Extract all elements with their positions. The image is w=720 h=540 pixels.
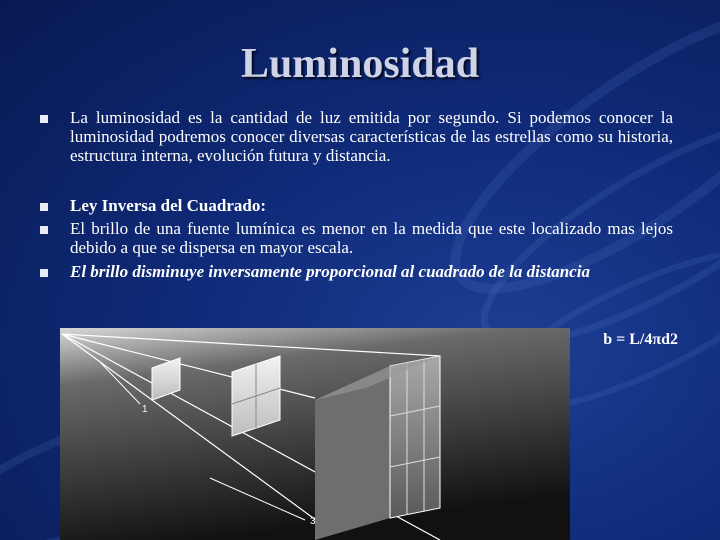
formula-brightness: b = L/4πd2 (603, 331, 678, 348)
paragraph-inverse-square-heading: Ley Inversa del Cuadrado: (70, 196, 266, 215)
paragraph-luminosity-definition: La luminosidad es la cantidad de luz emitida por segundo. Si podemos conocer la luminosidad podremos conocer diversas características de las estrellas como su historia, estructura interna, evolución futura y distancia. (70, 108, 673, 165)
distance-label-3: 3 (310, 516, 316, 527)
paragraph-brightness-explanation: El brillo de una fuente lumínica es menor en la medida que este localizado mas lejos debido a que se dispersa en mayor escala. (70, 219, 673, 257)
bullet-marker (40, 223, 52, 235)
distance-label-1: 1 (142, 404, 148, 415)
inverse-square-illustration (60, 328, 570, 540)
slide-title: Luminosidad (240, 41, 480, 87)
inverse-square-diagram (60, 328, 570, 540)
bullet-marker (40, 200, 52, 212)
bullet-marker (40, 266, 52, 278)
paragraph-inverse-square-law: El brillo disminuye inversamente proporcional al cuadrado de la distancia (70, 262, 590, 281)
bullet-marker (40, 112, 52, 124)
